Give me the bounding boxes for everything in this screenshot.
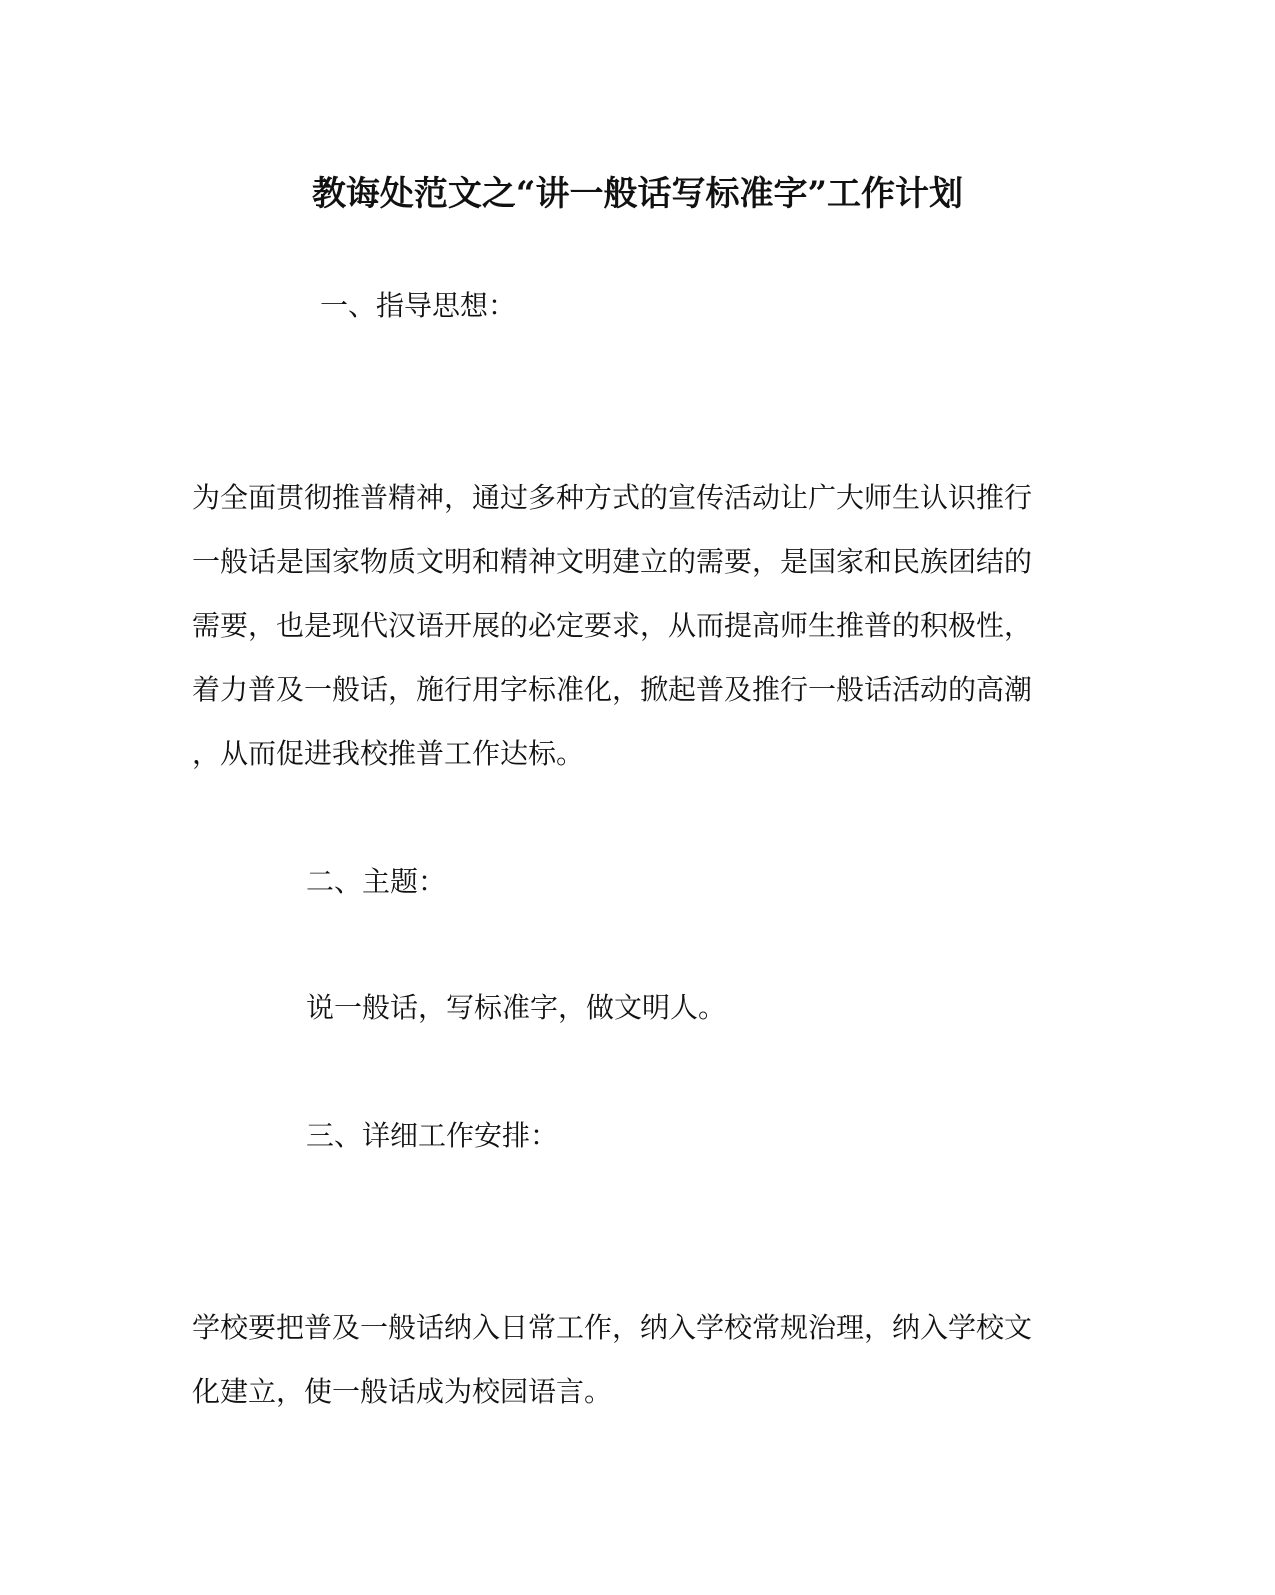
paragraph-guiding-ideology (192, 466, 1062, 786)
paragraph-line: 化建立，使一般话成为校园语言。 (192, 1375, 613, 1408)
section-heading-work-arrangement: 三、详细工作安排： (306, 1119, 559, 1152)
paragraph-work-arrangement (192, 1296, 1062, 1424)
paragraph-line: 着力普及一般话，施行用字标准化，掀起普及推行一般话活动的高潮 (192, 673, 1033, 706)
paragraph-line: 一般话是国家物质文明和精神文明建立的需要，是国家和民族团结的 (192, 545, 1033, 578)
paragraph-line: 学校要把普及一般话纳入日常工作，纳入学校常规治理，纳入学校文 (192, 1311, 1033, 1344)
paragraph-line: ，从而促进我校推普工作达标。 (192, 737, 585, 770)
document-title: 教诲处范文之“讲一般话写标准字”工作计划 (311, 174, 964, 214)
section-heading-theme: 二、主题： (306, 865, 447, 898)
section-heading-guiding-ideology: 一、指导思想： (320, 289, 517, 322)
paragraph-line: 为全面贯彻推普精神，通过多种方式的宣传活动让广大师生认识推行 (192, 481, 1033, 514)
paragraph-line: 需要，也是现代汉语开展的必定要求，从而提高师生推普的积极性， (192, 609, 1033, 642)
theme-text: 说一般话，写标准字，做文明人。 (306, 991, 727, 1024)
